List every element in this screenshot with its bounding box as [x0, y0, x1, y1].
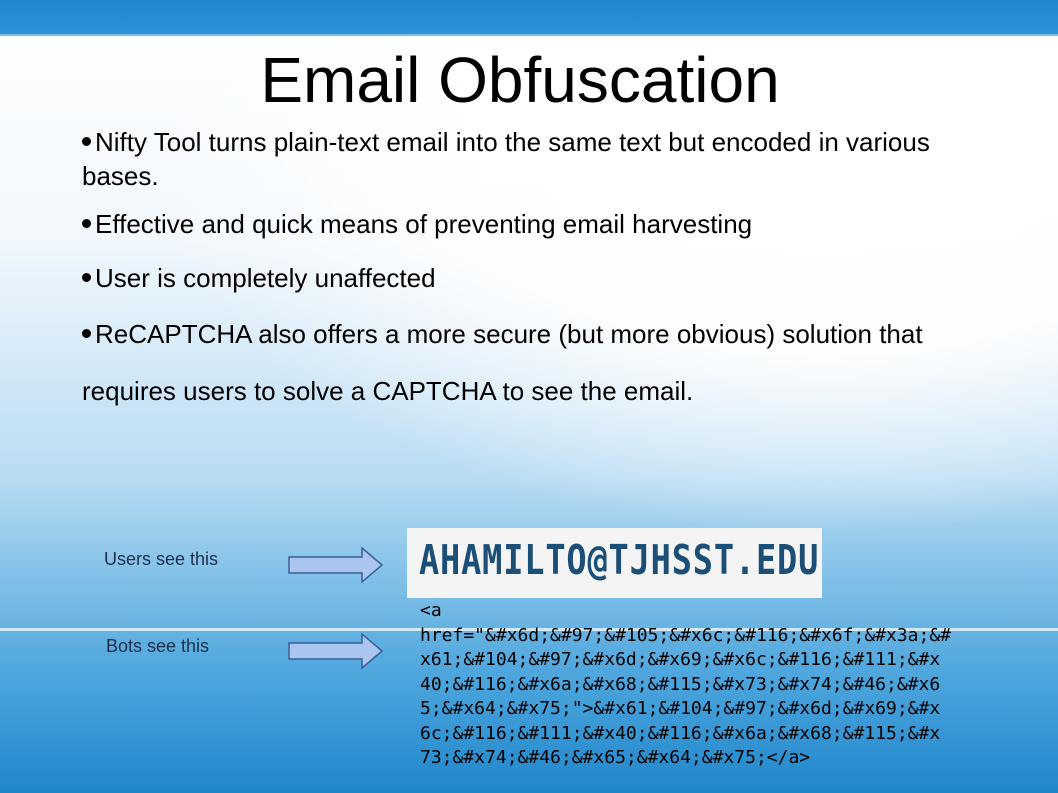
- code-line: href="&#x6d;&#97;&#105;&#x6c;&#116;&#x6f;&#x3a;&#: [420, 624, 952, 646]
- obfuscated-html-code: [420, 599, 1030, 771]
- bullet-dot-icon: [82, 219, 91, 228]
- bullet-text: User is completely unaffected: [95, 263, 436, 293]
- code-line: 40;&#116;&#x6a;&#x68;&#115;&#x73;&#x74;&#46;&#x6: [420, 673, 941, 695]
- arrow-right-icon: [288, 632, 384, 670]
- bullet-dot-icon: [82, 137, 91, 146]
- top-bar: [0, 0, 1058, 34]
- users-label: Users see this: [104, 549, 219, 569]
- bullet-item: [82, 125, 992, 193]
- code-line: x61;&#104;&#97;&#x6d;&#x69;&#x6c;&#116;&#111;&#x: [420, 649, 941, 670]
- bullet-dot-icon: [82, 273, 91, 282]
- bullet-list: [82, 125, 992, 420]
- bullet-text: ReCAPTCHA also offers a more secure (but more obvious) solution that requires users to solve a CAPTCHA to see the email.: [82, 319, 923, 406]
- code-line: 73;&#x74;&#46;&#x65;&#x64;&#x75;</a>: [420, 747, 811, 768]
- bullet-item: [82, 261, 992, 295]
- bullet-item: [82, 306, 992, 420]
- bullet-text: Effective and quick means of preventing email harvesting: [95, 209, 753, 239]
- code-line: 6c;&#116;&#111;&#x40;&#116;&#x6a;&#x68;&#115;&#x: [420, 722, 941, 744]
- email-image-text: AHAMILTO@TJHSST.EDU: [419, 536, 820, 584]
- bullet-text: Nifty Tool turns plain-text email into the same text but encoded in various bases.: [82, 127, 930, 191]
- arrow-right-icon: [288, 546, 384, 584]
- bullet-item: [82, 207, 992, 241]
- code-line: <a: [420, 600, 442, 621]
- code-line: 5;&#x64;&#x75;">&#x61;&#104;&#97;&#x6d;&#x69;&#x: [420, 698, 941, 719]
- email-image: [407, 528, 822, 598]
- slide-title: Email Obfuscation: [260, 44, 780, 116]
- bullet-dot-icon: [82, 329, 91, 338]
- bots-label: Bots see this: [106, 636, 210, 656]
- top-divider: [0, 34, 1058, 36]
